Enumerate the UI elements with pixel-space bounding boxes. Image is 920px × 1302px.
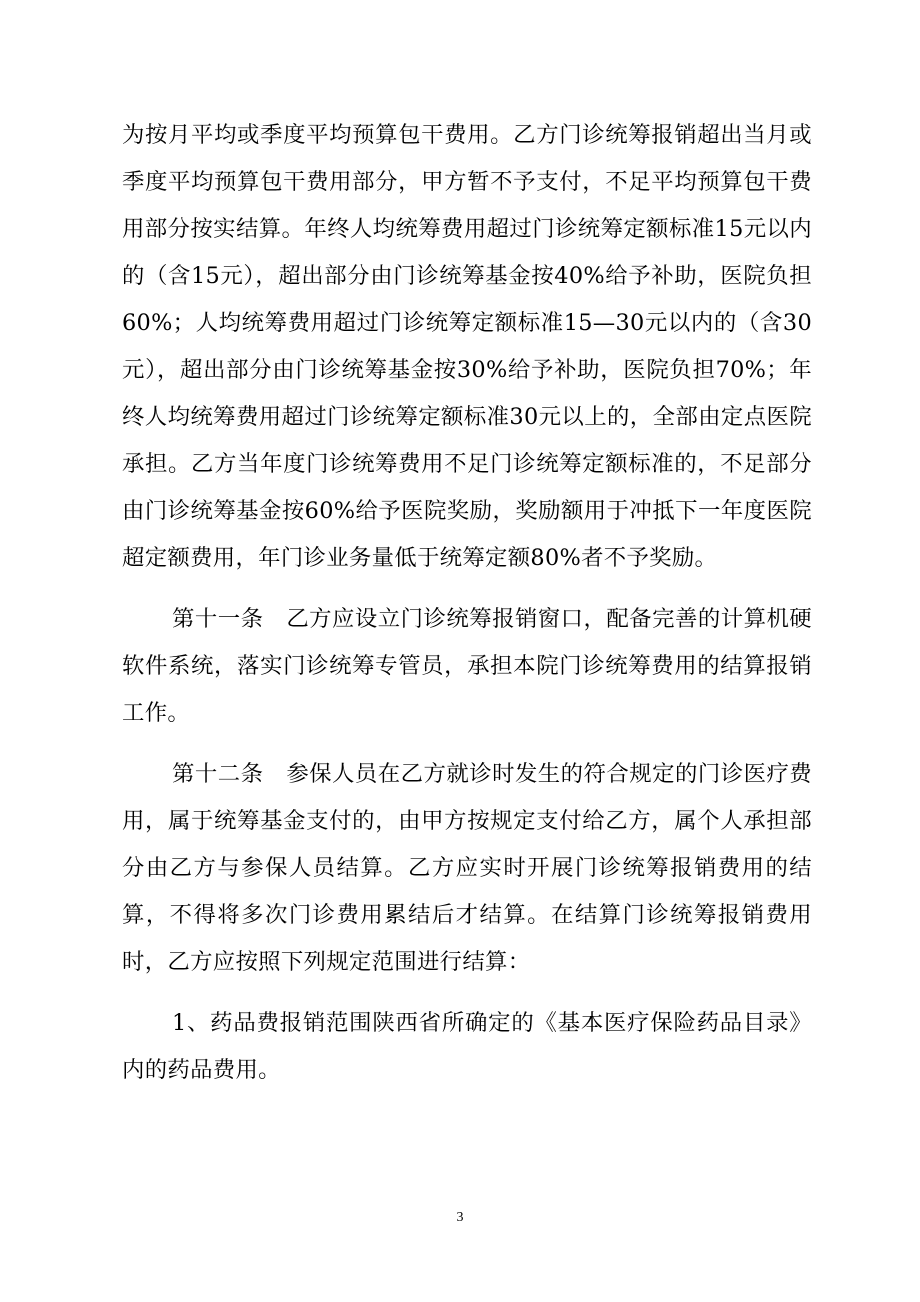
- paragraph-continuation: 为按月平均或季度平均预算包干费用。乙方门诊统筹报销超出当月或季度平均预算包干费用部分，甲方暂不予支付，不足平均预算包干费用部分按实结算。年终人均统筹费用超过门诊统筹定额标准15元以内的（含15元），超出部分由门诊统筹基金按40%给予补助，医院负担60%；人均统筹费用超过门诊统筹定额标准15—30元以内的（含30元），超出部分由门诊统筹基金按30%给予补助，医院负担70%；年终人均统筹费用超过门诊统筹定额标准30元以上的，全部由定点医院承担。乙方当年度门诊统筹费用不足门诊统筹定额标准的，不足部分由门诊统筹基金按60%给予医院奖励，奖励额用于冲抵下一年度医院超定额费用，年门诊业务量低于统筹定额80%者不予奖励。: [122, 122, 812, 571]
- paragraph-article-11: 第十一条 乙方应设立门诊统筹报销窗口，配备完善的计算机硬软件系统，落实门诊统筹专管员，承担本院门诊统筹费用的结算报销工作。: [122, 606, 812, 726]
- page-number: 3: [456, 1210, 464, 1225]
- paragraph-article-12: 第十二条 参保人员在乙方就诊时发生的符合规定的门诊医疗费用，属于统筹基金支付的，由甲方按规定支付给乙方，属个人承担部分由乙方与参保人员结算。乙方应实时开展门诊统筹报销费用的结算，不得将多次门诊费用累结后才结算。在结算门诊统筹报销费用时，乙方应按照下列规定范围进行结算：: [122, 761, 812, 975]
- paragraph-item-1-drug-fees: 1、药品费报销范围陕西省所确定的《基本医疗保险药品目录》内的药品费用。: [122, 1010, 812, 1083]
- document-body: [122, 112, 812, 1108]
